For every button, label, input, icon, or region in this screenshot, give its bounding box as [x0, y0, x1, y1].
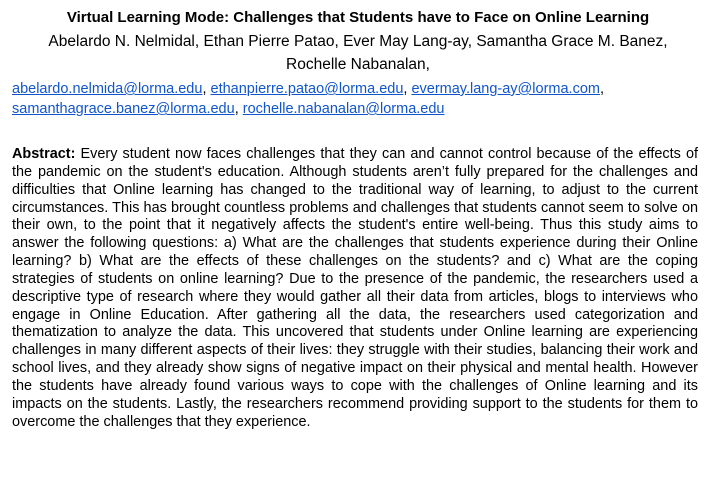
email-separator: ,: [403, 81, 412, 97]
email-link[interactable]: rochelle.nabanalan@lorma.edu: [242, 101, 445, 117]
email-link[interactable]: ethanpierre.patao@lorma.edu: [210, 81, 404, 97]
email-separator: ,: [599, 81, 604, 97]
email-line-1: [12, 79, 712, 99]
email-line-2: [12, 99, 712, 119]
email-separator: ,: [202, 81, 211, 97]
author-list: [40, 30, 676, 76]
email-link[interactable]: abelardo.nelmida@lorma.edu: [12, 81, 203, 97]
email-link[interactable]: samanthagrace.banez@lorma.edu: [12, 101, 235, 117]
email-link[interactable]: evermay.lang-ay@lorma.com: [411, 81, 600, 97]
paper-title: Virtual Learning Mode: Challenges that Students have to Face on Online Learning: [66, 9, 650, 26]
author-line-2: Rochelle Nabanalan,: [286, 56, 430, 73]
abstract-text: Every student now faces challenges that they can and cannot control because of the effects of the pandemic on the student's education. Although students aren’t fully prepared for the challenges and difficulties that Online learning has changed to the traditional way of learning, to adjust to the current circumstances. This has brought countless problems and challenges that students cannot seem to solve on their own, to the point that it negatively affects the student's entire well-being. Thus this study aims to answer the following questions: a) What are the challenges that students experience during their Online learning? b) What are the effects of these challenges on the students? and c) What are the coping strategies of students on online learning? Due to the presence of the pandemic, the researchers used a descriptive type of research where they would gather all their data from articles, blogs to interviews who engage in Online Education. After gathering all the data, the researchers used categorization and thematization to analyze the data. This uncovered that students under Online learning are experiencing challenges in many different aspects of their lives: they struggle with their studies, balancing their work and school lives, and they already show signs of negative impact on their physical and mental health. However the students have already found various ways to cope with the challenges of Online learning and its impacts on the students. Lastly, the researchers recommend providing support to the students for them to overcome the challenges that they experience.: [12, 146, 698, 430]
author-line-1: Abelardo N. Nelmidal, Ethan Pierre Patao, Ever May Lang-ay, Samantha Grace M. Banez,: [48, 33, 668, 50]
email-separator: ,: [234, 101, 243, 117]
email-list: [12, 79, 712, 119]
abstract: [12, 146, 698, 432]
abstract-label: Abstract:: [12, 146, 76, 162]
